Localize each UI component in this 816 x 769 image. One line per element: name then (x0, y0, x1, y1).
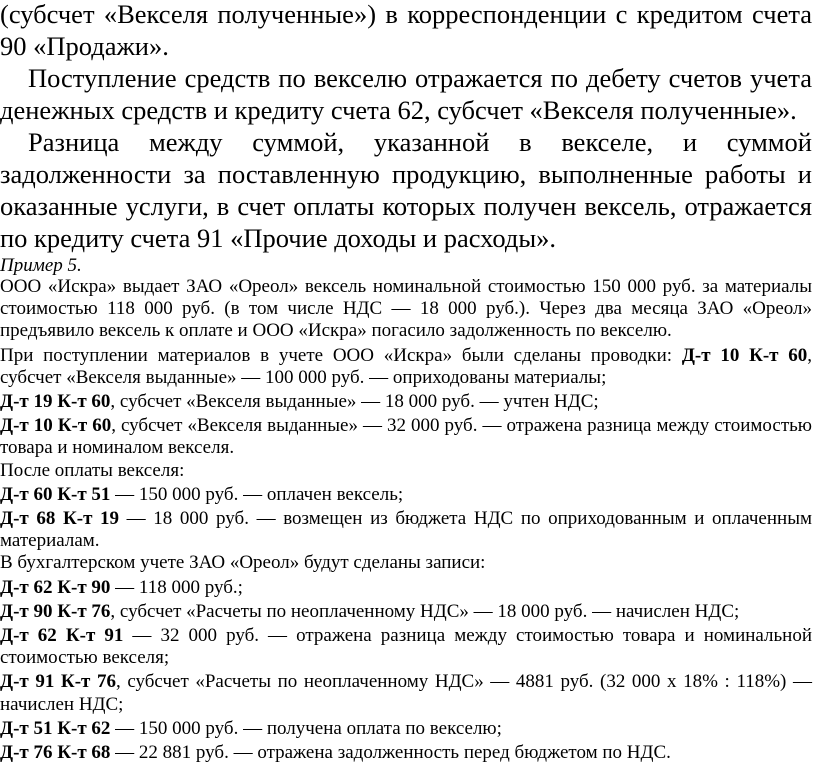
paragraph-2: Поступление средств по векселю отражается по дебету счетов учета денежных средств и кредиту счета 62, субсчет «Векселя полученные». (0, 63, 812, 125)
entry-payment-2 (0, 508, 812, 552)
entry-oreol-2 (0, 601, 812, 623)
entry-iskra-3 (0, 415, 812, 459)
oreol-entries-intro: В бухгалтерском учете ЗАО «Ореол» будут сделаны записи: (0, 552, 486, 574)
entry-text: — 32 000 руб. — отражена разница между стоимостью товара и номинальной стоимостью векселя; (0, 625, 812, 669)
entry-iskra-2 (0, 391, 812, 413)
iskra-intro-text: При поступлении материалов в учете ООО «Искра» были сделаны проводки: (0, 344, 673, 366)
entry-oreol-4 (0, 671, 812, 715)
after-payment-heading: После оплаты векселя: (0, 459, 185, 481)
entry-oreol-5 (0, 718, 812, 740)
entry-payment-1 (0, 484, 812, 506)
entry-text: , субсчет «Векселя выданные» — 18 000 руб. — учтен НДС; (110, 391, 599, 413)
entry-text: — 118 000 руб.; (110, 576, 243, 598)
entry-account: Д-т 62 К-т 91 (0, 625, 124, 647)
entry-account: Д-т 19 К-т 60 (0, 391, 111, 413)
entry-account: Д-т 90 К-т 76 (0, 600, 111, 622)
entry-oreol-6 (0, 742, 812, 764)
paragraph-3: Разница между суммой, указанной в векселе, и суммой задолженности за поставленную продукцию, выполненные работы и оказанные услуги, в счет оплаты которых получен вексель, отражается по кредиту счета 91 «Прочие доходы и расходы». (0, 127, 812, 253)
iskra-entries-intro (0, 345, 812, 389)
entry-account: Д-т 91 К-т 76 (0, 671, 116, 693)
entry-text: , субсчет «Векселя выданные» — 32 000 руб. — отражена разница между стоимостью товара и номиналом векселя. (0, 415, 812, 459)
entry-account: Д-т 76 К-т 68 (0, 742, 111, 764)
entry-account: Д-т 68 К-т 19 (0, 508, 120, 530)
paragraph-1: (субсчет «Векселя полученные») в корреспонденции с кредитом счета 90 «Продажи». (0, 0, 812, 61)
entry-oreol-3 (0, 625, 812, 669)
entry-text: — 150 000 руб. — получена оплата по векселю; (110, 717, 502, 739)
entry-account: Д-т 62 К-т 90 (0, 576, 111, 598)
entry-text: , субсчет «Расчеты по неоплаченному НДС» — 18 000 руб. — начислен НДС; (110, 600, 740, 622)
entry-text: — 22 881 руб. — отражена задолженность перед бюджетом по НДС. (110, 742, 671, 764)
entry-text: — 150 000 руб. — оплачен вексель; (110, 483, 404, 505)
entry-account: Д-т 51 К-т 62 (0, 717, 111, 739)
example-title: Пример 5. (0, 255, 82, 276)
entry-text: — 18 000 руб. — возмещен из бюджета НДС по оприходованным и оплаченным материалам. (0, 508, 812, 552)
entry-text: , субсчет «Расчеты по неоплаченному НДС» — 4881 руб. (32 000 х 18% : 118%) — начислен НДС; (0, 671, 812, 715)
entry-account: Д-т 10 К-т 60 (0, 415, 112, 437)
entry-text: , субсчет «Векселя выданные» — 100 000 руб. — оприходованы материалы; (0, 344, 813, 388)
entry-account: Д-т 60 К-т 51 (0, 483, 111, 505)
entry-account: Д-т 10 К-т 60 (681, 344, 808, 366)
entry-oreol-1 (0, 577, 812, 599)
example-text: ООО «Искра» выдает ЗАО «Ореол» вексель номинальной стоимостью 150 000 руб. за материалы стоимостью 118 000 руб. (в том числе НДС — 18 000 руб.). Через два месяца ЗАО «Ореол» предъявило вексель к оплате и ООО «Искра» погасило задолженность по векселю. (0, 276, 812, 342)
